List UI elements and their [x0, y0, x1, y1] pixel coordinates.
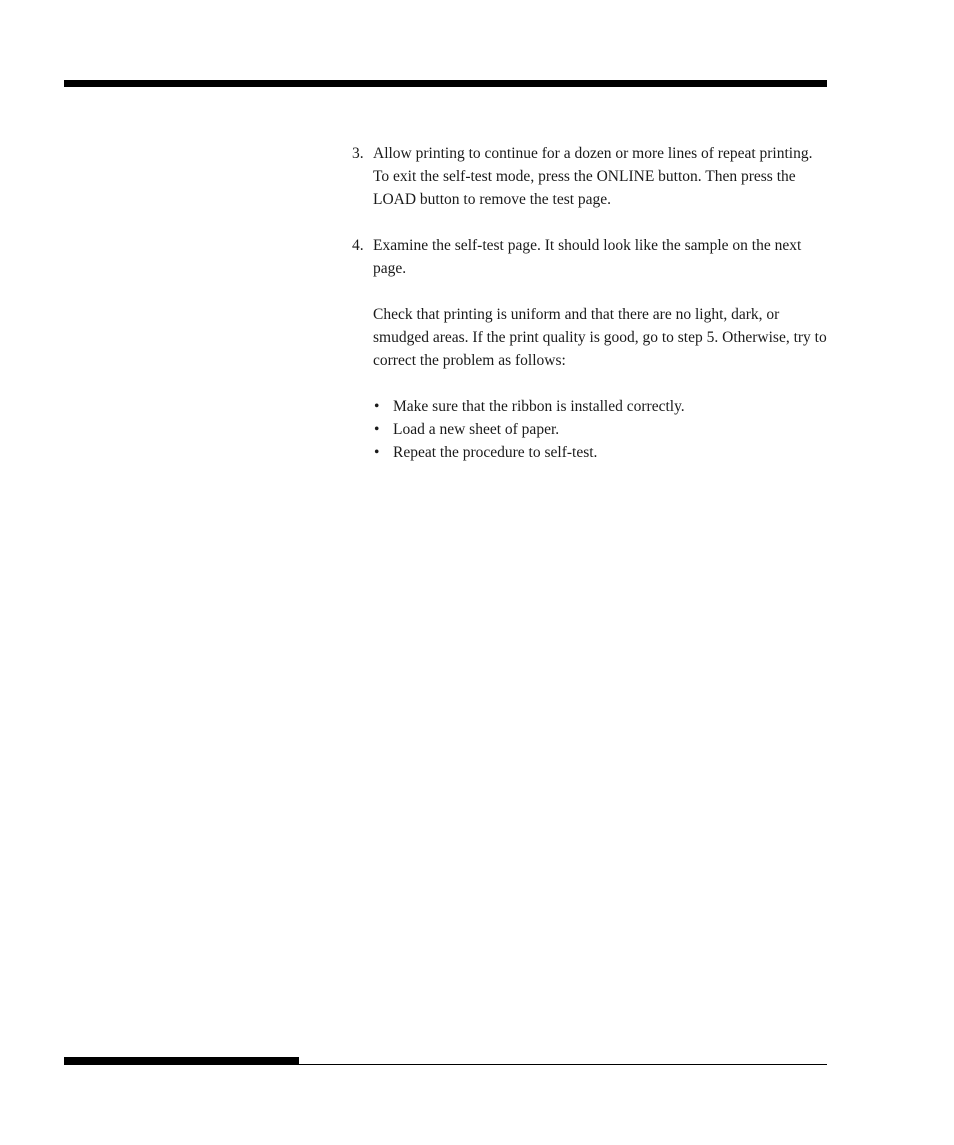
list-item	[373, 395, 832, 418]
list-item	[373, 441, 832, 464]
step-4-check-text: Check that printing is uniform and that there are no light, dark, or smudged areas. If the print quality is good, go to step 5. Otherwise, try to correct the problem as follows:	[373, 306, 827, 369]
bullet-icon: •	[374, 444, 380, 461]
step-4	[352, 234, 832, 464]
footer-rule	[299, 1064, 827, 1065]
step-3	[352, 142, 832, 211]
step-number: 3.	[352, 145, 364, 162]
list-item	[373, 418, 832, 441]
bullet-icon: •	[374, 421, 380, 438]
header-rule	[64, 80, 827, 87]
troubleshooting-list	[373, 395, 832, 464]
footer-bar	[64, 1057, 299, 1065]
step-3-text: Allow printing to continue for a dozen or more lines of repeat printing. To exit the self-test mode, press the ONLINE button. Then press the LOAD button to remove the test page.	[373, 145, 813, 208]
page-body	[352, 142, 832, 487]
list-item-text: Make sure that the ribbon is installed correctly.	[393, 398, 685, 415]
bullet-icon: •	[374, 398, 380, 415]
step-4-text: Examine the self-test page. It should look like the sample on the next page.	[373, 237, 802, 277]
list-item-text: Repeat the procedure to self-test.	[393, 444, 598, 461]
step-number: 4.	[352, 237, 364, 254]
list-item-text: Load a new sheet of paper.	[393, 421, 560, 438]
